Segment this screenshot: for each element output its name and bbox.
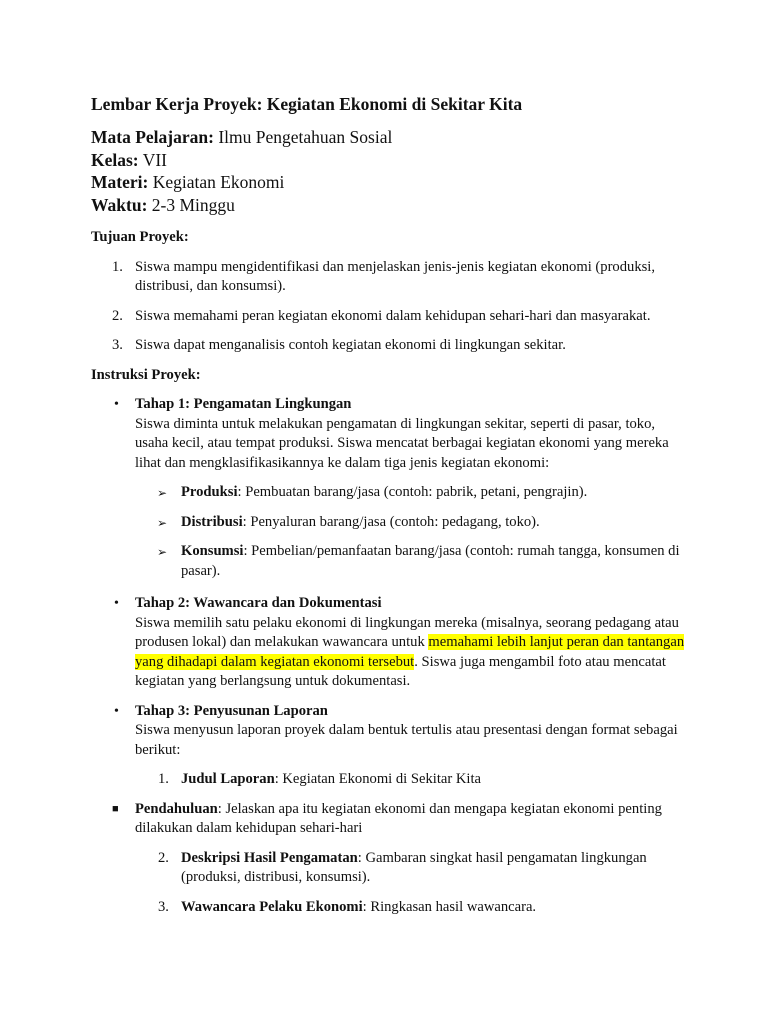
report-item [91,898,691,918]
document-page [91,92,691,917]
introduction-item [91,800,691,839]
activity-type-item [91,513,691,533]
objective-item [91,258,691,297]
objective-text: Siswa mampu mengidentifikasi dan menjelaskan jenis-jenis kegiatan ekonomi (produksi, distribusi, dan konsumsi). [135,258,655,294]
stage-1 [91,395,691,473]
stage-2-title: Tahap 2: Wawancara dan Dokumentasi [135,595,382,611]
meta-material [91,171,691,194]
bullet-icon: • [114,703,119,719]
objective-number: 3. [112,337,123,353]
stage-3-body: Siswa menyusun laporan proyek dalam bentuk tertulis atau presentasi dengan format sebagai berikut: [135,722,678,758]
activity-term: Produksi [181,484,238,500]
report-item-number: 1. [158,771,169,787]
activity-type-item [91,542,691,581]
instructions-heading: Instruksi Proyek: [91,366,201,383]
meta-material-label: Materi: [91,172,149,192]
activity-term: Konsumsi [181,543,244,559]
objective-item [91,307,691,327]
stage-1-body: Siswa diminta untuk melakukan pengamatan di lingkungan sekitar, seperti di pasar, toko, usaha kecil, atau tempat produksi. Siswa mencatat berbagai kegiatan ekonomi yang mereka lihat dan mengklasifikasikannya ke dalam tiga jenis kegiatan ekonomi: [135,415,669,471]
meta-subject [91,126,691,149]
report-item-number: 3. [158,898,169,915]
stage-2-body-end: . Siswa juga mengambil foto atau mencatat kegiatan yang berlangsung untuk dokumentasi. [135,653,666,689]
introduction-desc: : Jelaskan apa itu kegiatan ekonomi dan mengapa kegiatan ekonomi penting dilakukan dalam kehidupan sehari-hari [135,800,662,836]
meta-class [91,149,691,172]
square-bullet-icon: ■ [112,802,119,815]
report-item-desc: : Ringkasan hasil wawancara. [362,898,537,915]
highlighted-text: memahami lebih lanjut peran dan tantangan yang dihadapi dalam kegiatan ekonomi tersebut [135,634,685,670]
meta-time [91,194,691,217]
meta-material-value: Kegiatan Ekonomi [148,172,285,192]
bullet-icon: • [114,397,119,412]
stage-2 [91,594,691,692]
introduction-term: Pendahuluan [135,800,218,817]
arrow-bullet-icon: ➢ [157,486,168,500]
objective-number: 2. [112,307,123,324]
meta-subject-value: Ilmu Pengetahuan Sosial [213,127,393,147]
report-item [91,849,691,888]
meta-class-label: Kelas: [91,149,139,170]
activity-desc: : Pembelian/pemanfaatan barang/jasa (contoh: rumah tangga, konsumen di pasar). [181,543,680,579]
objective-text: Siswa memahami peran kegiatan ekonomi dalam kehidupan sehari-hari dan masyarakat. [135,307,651,324]
meta-time-value: 2-3 Minggu [147,194,235,215]
stage-3-title: Tahap 3: Penyusunan Laporan [135,702,328,719]
objective-item [91,336,691,356]
report-item-desc: : Gambaran singkat hasil pengamatan lingkungan (produksi, distribusi, konsumsi). [181,849,647,885]
objective-number: 1. [112,258,123,275]
activity-desc: : Penyaluran barang/jasa (contoh: pedagang, toko). [242,513,540,530]
activity-desc: : Pembuatan barang/jasa (contoh: pabrik, petani, pengrajin). [237,484,588,500]
activity-type-item [91,483,691,503]
arrow-bullet-icon: ➢ [157,515,168,530]
arrow-bullet-icon: ➢ [157,545,168,559]
objectives-heading: Tujuan Proyek: [91,229,189,245]
meta-class-value: VII [138,149,167,170]
report-item-term: Wawancara Pelaku Ekonomi [181,898,363,915]
report-item-number: 2. [158,849,169,866]
report-item-desc: : Kegiatan Ekonomi di Sekitar Kita [274,771,481,787]
meta-subject-label: Mata Pelajaran: [91,127,214,147]
report-item [91,770,691,790]
stage-3 [91,702,691,761]
objective-text: Siswa dapat menganalisis contoh kegiatan ekonomi di lingkungan sekitar. [135,337,566,353]
meta-time-label: Waktu: [91,194,148,215]
activity-term: Distribusi [181,513,243,530]
stage-1-title: Tahap 1: Pengamatan Lingkungan [135,396,352,412]
report-item-term: Judul Laporan [181,771,275,787]
report-item-term: Deskripsi Hasil Pengamatan [181,849,358,866]
document-title: Lembar Kerja Proyek: Kegiatan Ekonomi di Sekitar Kita [91,94,523,114]
stage-2-body: Siswa memilih satu pelaku ekonomi di lingkungan mereka (misalnya, seorang pedagang atau produsen lokal) dan melakukan wawancara untuk [135,614,679,650]
bullet-icon: • [114,596,119,611]
